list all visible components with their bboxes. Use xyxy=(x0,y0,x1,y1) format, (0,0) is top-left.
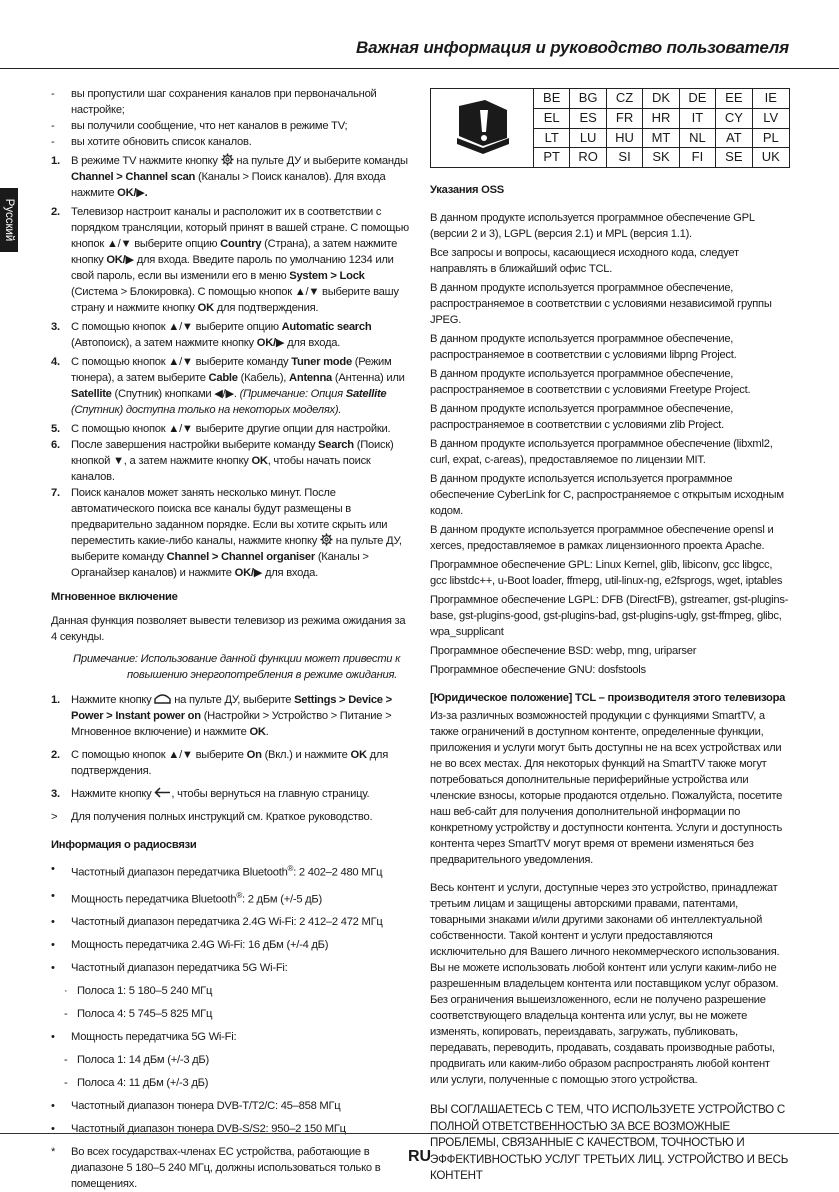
language-label: Русский xyxy=(3,198,15,242)
country-code-cell: CY xyxy=(716,109,752,129)
country-code-cell: AT xyxy=(716,129,752,149)
radio-bullet: • Частотный диапазон тюнера DVB-S/S2: 950–2 150 МГц xyxy=(51,1123,346,1136)
country-code-cell: EL xyxy=(534,109,570,129)
country-code-cell: CZ xyxy=(607,89,643,109)
oss-paragraph: Все запросы и вопросы, касающиеся исходного кода, следует направлять в ближайший офис TCL. xyxy=(430,247,739,275)
country-code-cell: SE xyxy=(716,148,752,167)
dash-item: - вы пропустили шаг сохранения каналов при первоначальной настройке; xyxy=(51,88,377,116)
radio-bullet: • Мощность передатчика Bluetooth®: 2 дБм (+/-5 дБ) xyxy=(51,889,322,906)
country-code-cell: SK xyxy=(643,148,679,167)
radio-sub-item: - Полоса 4: 5 745–5 825 МГц xyxy=(64,1008,213,1021)
radio-bullet: • Частотный диапазон передатчика 2.4G Wi-Fi: 2 412–2 472 МГц xyxy=(51,916,383,929)
scan-step: 3. С помощью кнопок ▲/▼ выберите опцию Automatic search (Автопоиск), а затем нажмите кнопку OK/▶ для входа. xyxy=(51,321,372,349)
left-column xyxy=(51,86,409,1192)
footer-divider xyxy=(0,1133,839,1134)
country-code-cell: HU xyxy=(607,129,643,149)
page-header-title: Важная информация и руководство пользователя xyxy=(356,38,789,57)
country-code-cell: PT xyxy=(534,148,570,167)
instant-power-heading: Мгновенное включение xyxy=(51,591,178,603)
oss-paragraph: Программное обеспечение GNU: dosfstools xyxy=(430,664,646,676)
oss-paragraph: Программное обеспечение BSD: webp, mng, uriparser xyxy=(430,645,697,657)
country-code-cell: ES xyxy=(570,109,606,129)
oss-paragraph: В данном продукте используется программное обеспечение (libxml2, curl, expat, c-areas), предоставляемое по лицензии MIT. xyxy=(430,438,773,466)
scan-step: 1. В режиме TV нажмите кнопку на пульте ДУ и выберите команды Channel > Channel scan (Каналы > Поиск каналов). Для входа нажмите OK/▶. xyxy=(51,155,408,199)
radio-bullet: • Частотный диапазон передатчика Bluetooth®: 2 402–2 480 МГц xyxy=(51,863,383,879)
instant-step: 3. Нажмите кнопку , чтобы вернуться на главную страницу. xyxy=(51,788,370,800)
settings-gear-icon xyxy=(221,153,234,166)
country-code-cell: RO xyxy=(570,148,606,167)
country-code-cell: EE xyxy=(716,89,752,109)
oss-paragraph: В данном продукте используется программное обеспечение, распространяемое в соответствии с условиями независимой группы JPEG. xyxy=(430,282,772,326)
country-code-cell: LU xyxy=(570,129,606,149)
radio-info-heading: Информация о радиосвязи xyxy=(51,839,197,851)
radio-bullet: • Частотный диапазон передатчика 5G Wi-Fi: xyxy=(51,962,288,975)
oss-paragraph: Программное обеспечение LGPL: DFB (DirectFB), gstreamer, gst-plugins-base, gst-plugins-good, gst-plugins-bad, gst-plugins-ugly, gst-ffmpeg, glibc, wpa_supplicant xyxy=(430,594,789,638)
legal-disclaimer: ВЫ СОГЛАШАЕТЕСЬ С ТЕМ, ЧТО ИСПОЛЬЗУЕТЕ УСТРОЙСТВО С ПОЛНОЙ ОТВЕТСТВЕННОСТЬЮ ЗА ВСЕ ВОЗМОЖНЫЕ ПРОБЛЕМЫ, СВЯЗАННЫЕ С КАЧЕСТВОМ, ТОЧНОСТЬЮ И ЭФФЕКТИВНОСТЬЮ УСЛУГ ТРЕТЬИХ ЛИЦ. УСТРОЙСТВО И ВЕСЬ КОНТЕНТ xyxy=(430,1103,789,1182)
country-code-cell: DE xyxy=(680,89,716,109)
oss-paragraph: В данном продукте используется программное обеспечение GPL (версии 2 и 3), LGPL (версия 2.1) и MPL (версия 1.1). xyxy=(430,212,755,240)
country-code-cell: IE xyxy=(753,89,789,109)
country-code-cell: BE xyxy=(534,89,570,109)
scan-step: 7. Поиск каналов может занять несколько минут. После автоматического поиска все каналы будут размещены в предварительно заданном порядке. Если вы хотите скрыть или переместить какие-либо каналы, нажмите кнопку на пульте ДУ, выберите команду Channel > Channel organiser (Каналы > Органайзер каналов) и нажмите OK/▶ для входа. xyxy=(51,487,402,579)
dash-item: - вы получили сообщение, что нет каналов в режиме TV; xyxy=(51,120,348,132)
country-code-cell: HR xyxy=(643,109,679,129)
oss-paragraph: В данном продукте используется программное обеспечение, распространяемое в соответствии с условиями libpng Project. xyxy=(430,333,737,361)
oss-paragraph: В данном продукте используется используется программное обеспечение CyberLink for C, распространяемое с открытым исходным кодом. xyxy=(430,473,784,517)
instant-power-note: Примечание: Использование данной функции может привести к повышению энергопотребления в режиме ожидания. xyxy=(73,653,401,681)
country-code-cell: LV xyxy=(753,109,789,129)
right-column xyxy=(430,86,790,1185)
oss-heading: Указания OSS xyxy=(430,184,505,196)
radio-bullet: • Мощность передатчика 2.4G Wi-Fi: 16 дБм (+/-4 дБ) xyxy=(51,939,329,952)
oss-paragraph: В данном продукте используется программное обеспечение, распространяемое в соответствии с условиями Freetype Project. xyxy=(430,368,751,396)
country-code-cell: BG xyxy=(570,89,606,109)
back-arrow-icon xyxy=(154,787,171,798)
instant-step: 2. С помощью кнопок ▲/▼ выберите On (Вкл.) и нажмите OK для подтверждения. xyxy=(51,749,389,777)
legal-paragraph: Из-за различных возможностей продукции с функциями SmartTV, а также ограничений в доступном контенте, определенные функции, приложения и услуги могут быть доступны не на всех устройствах или не во всех местах. Для некоторых функций на SmartTV также могут потребоваться дополнительные периферийные устройства или членские взносы, которые продаются отдельно. Пожалуйста, посетите наш веб-сайт для получения дополнительной информации по конкретному устройству и доступности контента. Услуги и доступность контента через SmartTV могут время от времени изменяться без предварительного уведомления. xyxy=(430,710,783,866)
country-code-cell: PL xyxy=(753,129,789,149)
country-code-cell: NL xyxy=(680,129,716,149)
oss-paragraph: В данном продукте используется программное обеспечение opensl и xerces, предоставляемое в рамках лицензионного проекта Apache. xyxy=(430,524,774,552)
radio-bullet: • Мощность передатчика 5G Wi-Fi: xyxy=(51,1031,237,1044)
header-divider xyxy=(0,68,839,69)
scan-step: 2. Телевизор настроит каналы и расположит их в соответствии с порядком трансляции, который принят в вашей стране. С помощью кнопок ▲/▼ выберите опцию Country (Страна), а затем нажмите кнопку OK/▶ для входа. Введите пароль по умолчанию 1234 или свой пароль, если вы изменили его в меню System > Lock (Система > Блокировка). С помощью кнопок ▲/▼ выберите вашу страну и нажмите кнопку OK для подтверждения. xyxy=(51,206,409,314)
oss-paragraph: В данном продукте используется программное обеспечение, распространяемое в соответствии с условиями zlib Project. xyxy=(430,403,734,431)
country-code-cell: UK xyxy=(761,149,780,165)
scan-step: 4. С помощью кнопок ▲/▼ выберите команду Tuner mode (Режим тюнера), а затем выберите Cable (Кабель), Antenna (Антенна) или Satellite (Спутник) кнопками ◀/▶. (Примечание: Опция Satellite (Спутник) доступна только на некоторых моделях). xyxy=(51,356,405,416)
radio-bullet: • Частотный диапазон тюнера DVB-T/T2/C: 45–858 МГц xyxy=(51,1100,341,1113)
page-language-label: RU xyxy=(407,1148,432,1165)
radio-sub-item: - Полоса 4: 11 дБм (+/-3 дБ) xyxy=(64,1077,209,1090)
eu-restriction-box xyxy=(430,88,790,168)
more-info-line: > Для получения полных инструкций см. Краткое руководство. xyxy=(51,811,373,823)
warning-book-icon xyxy=(431,89,533,167)
country-code-grid xyxy=(533,89,789,167)
country-code-cell: LT xyxy=(534,129,570,149)
radio-sub-item: · Полоса 1: 5 180–5 240 МГц xyxy=(64,985,213,998)
radio-sub-item: - Полоса 1: 14 дБм (+/-3 дБ) xyxy=(64,1054,209,1067)
country-code-cell: SI xyxy=(607,148,643,167)
legal-paragraph: Весь контент и услуги, доступные через это устройство, принадлежат третьим лицам и защищены авторскими правами, патентами, товарными знаками и/или другими законами об интеллектуальной собственности. Такой контент и услуги предоставляются исключительно для Вашего личного некоммерческого использования. Вы не можете использовать любой контент или услуги каким-либо не разрешенным владельцем контента или поставщиком услуг образом. Без ограничения вышеизложенного, если не получено разрешение соответствующего владельца контента или услуг, вы не можете изменять, копировать, переиздавать, загружать, публиковать, передавать, переводить, продавать, создавать производные работы, продвигать или каким-либо образом распространять любой контент или услуги, полученные с помощью этого устройства. xyxy=(430,882,780,1086)
country-code-cell: IT xyxy=(680,109,716,129)
country-code-cell: FI xyxy=(680,148,716,167)
oss-paragraph: Программное обеспечение GPL: Linux Kernel, glib, libiconv, gcc libgcc, gcc libstdc++, u-Boot loader, ffmepg, util-linux-ng, e2fsprogs, wget, iptables xyxy=(430,559,783,587)
home-icon xyxy=(154,693,171,704)
country-code-cell: FR xyxy=(607,109,643,129)
scan-step: 5. С помощью кнопок ▲/▼ выберите другие опции для настройки. xyxy=(51,423,391,435)
country-code-cell: DK xyxy=(643,89,679,109)
settings-gear-icon xyxy=(320,533,333,546)
dash-item: - вы хотите обновить список каналов. xyxy=(51,136,252,148)
language-side-tab xyxy=(0,188,18,252)
legal-heading: [Юридическое положение] TCL – производителя этого телевизора xyxy=(430,692,786,704)
instant-step: 1. Нажмите кнопку на пульте ДУ, выберите Settings > Device > Power > Instant power on (Настройки > Устройство > Питание > Мгновенное включение) и нажмите OK. xyxy=(51,694,392,738)
instant-power-body: Данная функция позволяет вывести телевизор из режима ожидания за 4 секунды. xyxy=(51,615,406,643)
scan-step: 6. После завершения настройки выберите команду Search (Поиск) кнопкой ▼, а затем нажмите кнопку OK, чтобы начать поиск каналов. xyxy=(51,439,394,483)
country-code-cell: MT xyxy=(643,129,679,149)
radio-footnote: * Во всех государствах-членах ЕС устройства, работающие в диапазоне 5 180–5 240 МГц, должны использоваться только в помещениях. xyxy=(51,1146,381,1191)
